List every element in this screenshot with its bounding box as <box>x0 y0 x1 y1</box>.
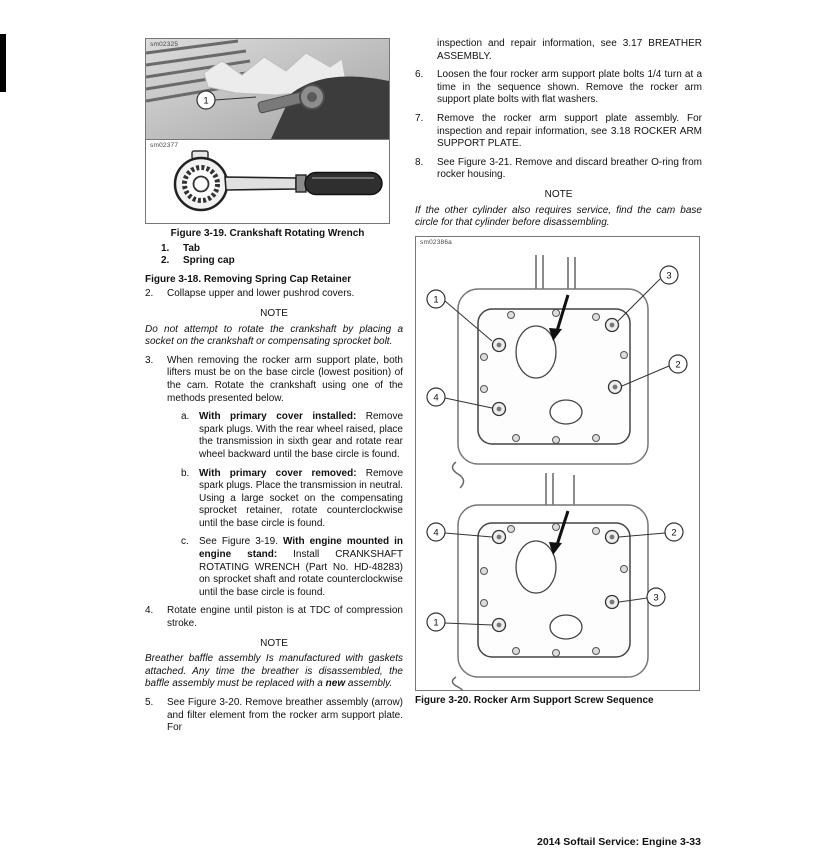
legend-item-label: Spring cap <box>183 255 235 267</box>
note-post: assembly. <box>345 678 393 690</box>
step-text: Collapse upper and lower pushrod covers. <box>167 288 355 300</box>
step-number: 8. <box>415 156 424 168</box>
note-text <box>145 653 403 691</box>
step-3 <box>145 355 403 405</box>
step-7 <box>415 113 702 151</box>
step-text: Rotate engine until piston is at TDC of compression stroke. <box>167 605 403 630</box>
callout-number: 1 <box>433 617 439 629</box>
note-heading: NOTE <box>544 188 573 200</box>
legend-item-label: Tab <box>183 242 201 254</box>
figure-3-19-image <box>145 139 390 224</box>
substep-text <box>199 536 403 599</box>
legend-item <box>161 255 403 268</box>
image-code-label: sm02386a <box>420 238 452 246</box>
callout-number: 2 <box>675 359 681 371</box>
figure-3-20-caption: Figure 3-20. Rocker Arm Support Screw Sequence <box>415 694 654 706</box>
step-text: Loosen the four rocker arm support plate bolts 1/4 turn at a time in the sequence shown. Remove the rocker arm support plate bolts with flat washers. <box>437 69 702 106</box>
note-text: If the other cylinder also requires service, find the cam base circle for that cylinder before disassembling. <box>415 204 702 229</box>
image-code-label: sm02325 <box>150 41 179 48</box>
legend-item-number: 2. <box>161 255 170 267</box>
substep-rest: Remove spark plugs. With the rear wheel raised, place the transmission in sixth gear and rotate rear wheel backward until the base circle is found. <box>199 411 403 460</box>
substep-letter: a. <box>181 411 190 423</box>
note-heading: NOTE <box>260 307 288 319</box>
spring-cap-photo-illustration <box>146 39 389 139</box>
step-number: 3. <box>145 354 154 366</box>
substep-bold-lead: With engine mounted in engine stand: <box>199 536 403 561</box>
callout-number: 3 <box>666 270 672 282</box>
figure-3-18-image <box>145 38 390 140</box>
step-number: 2. <box>145 288 154 300</box>
substep-b <box>181 468 403 531</box>
figure-3-19-caption: Figure 3-19. Crankshaft Rotating Wrench <box>170 228 365 239</box>
substep-a <box>181 411 403 461</box>
photo-callout-number: 1 <box>203 95 209 107</box>
callout-number: 3 <box>653 592 659 604</box>
step-4 <box>145 605 403 630</box>
callout-number: 4 <box>433 392 439 404</box>
figure-legend <box>161 243 403 268</box>
page-footer: 2014 Softail Service: Engine 3-33 <box>537 836 701 848</box>
step-text: See Figure 3-20. Remove breather assembly (arrow) and filter element from the rocker arm support plate. For <box>167 697 403 734</box>
scan-artifact <box>0 34 6 92</box>
substep-rest: Remove spark plugs. Place the transmission in neutral. Using a large socket on the compensating sprocket retainer, rotate counterclockwise until the base circle is found. <box>199 467 403 529</box>
left-column <box>145 38 403 741</box>
note-bold-word: new <box>325 678 346 690</box>
legend-item-number: 1. <box>161 242 170 254</box>
callout-number: 2 <box>671 527 677 539</box>
note-pre: Breather baffle assembly Is manufactured with gaskets attached. Any time the breather is disassembled, the baffle assembly must be replaced with a <box>145 653 403 690</box>
substep-text <box>199 468 403 531</box>
substep-letter: b. <box>181 467 190 479</box>
step-6 <box>415 69 702 107</box>
substep-letter: c. <box>181 536 189 548</box>
figure-3-20-image <box>415 236 700 691</box>
step-number: 5. <box>145 697 154 708</box>
rotating-wrench-illustration <box>146 140 389 223</box>
substep-rest: Install CRANKSHAFT ROTATING WRENCH (Part No. HD-48283) on sprocket shaft and rotate counterclockwise until the base circle is found. <box>199 549 403 598</box>
right-column <box>415 38 702 709</box>
substep-bold-lead: With primary cover removed: <box>199 467 357 479</box>
step-number: 7. <box>415 112 424 124</box>
step-8 <box>415 157 702 182</box>
image-code-label: sm02377 <box>150 142 179 149</box>
note-text: Do not attempt to rotate the crankshaft by placing a socket on the crankshaft or compensating sprocket bolt. <box>145 323 403 348</box>
step-text: When removing the rocker arm support plate, both lifters must be on the base circle (lowest position) of the cam. Rotate the crankshaft using one of the methods presented below. <box>167 354 403 404</box>
rocker-arm-screw-sequence-illustration <box>416 237 699 690</box>
step-5-continuation: inspection and repair information, see 3.17 BREATHER ASSEMBLY. <box>437 38 702 62</box>
figure-3-18-caption: Figure 3-18. Removing Spring Cap Retainer <box>145 273 352 285</box>
step-number: 4. <box>145 605 154 617</box>
step-text: See Figure 3-21. Remove and discard breather O-ring from rocker housing. <box>437 156 702 181</box>
callout-number: 4 <box>433 527 439 539</box>
note-heading: NOTE <box>260 637 288 649</box>
step-2 <box>145 288 403 301</box>
substep-bold-lead: With primary cover installed: <box>199 411 357 423</box>
callout-number: 1 <box>433 294 439 306</box>
substep-pre: See Figure 3-19. <box>199 536 284 548</box>
step-5 <box>145 697 403 735</box>
substep-text <box>199 411 403 461</box>
substep-c <box>181 536 403 599</box>
step-number: 6. <box>415 69 424 81</box>
legend-item <box>161 243 403 256</box>
step-text: Remove the rocker arm support plate assembly. For inspection and repair information, see 3.18 ROCKER ARM SUPPORT PLATE. <box>437 112 702 150</box>
